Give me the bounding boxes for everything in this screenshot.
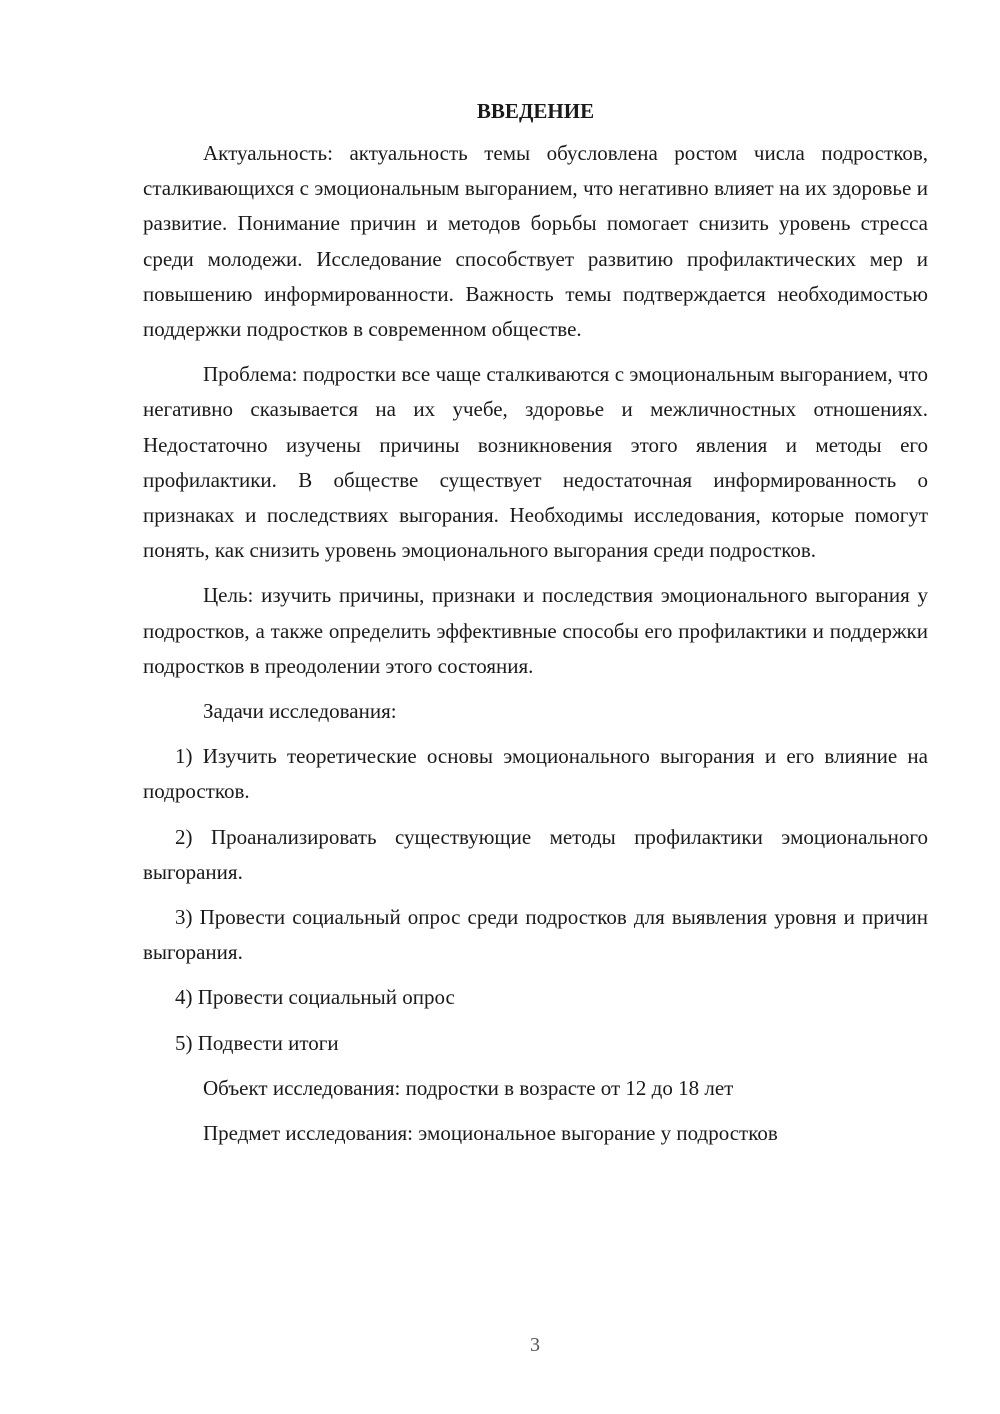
paragraph-relevance: Актуальность: актуальность темы обусловлена ростом числа подростков, сталкивающихся с эмоциональным выгоранием, что негативно влияет на их здоровье и развитие. Понимание причин и методов борьбы помогает снизить уровень стресса среди молодежи. Исследование способствует развитию профилактических мер и повышению информированности. Важность темы подтверждается необходимостью поддержки подростков в современном обществе. [143, 141, 928, 342]
task-item-3: 3) Провести социальный опрос среди подростков для выявления уровня и причин выгорания. [143, 905, 928, 965]
page-number: 3 [530, 1334, 540, 1356]
paragraph-problem: Проблема: подростки все чаще сталкиваются с эмоциональным выгоранием, что негативно сказывается на их учебе, здоровье и межличностных отношениях. Недостаточно изучены причины возникновения этого явления и методы его профилактики. В обществе существует недостаточная информированность о признаках и последствиях выгорания. Необходимы исследования, которые помогут понять, как снизить уровень эмоционального выгорания среди подростков. [143, 362, 928, 563]
task-item-1: 1) Изучить теоретические основы эмоционального выгорания и его влияние на подростков. [143, 744, 928, 804]
page-content [143, 96, 928, 1161]
paragraph-goal: Цель: изучить причины, признаки и последствия эмоционального выгорания у подростков, а также определить эффективные способы его профилактики и поддержки подростков в преодолении этого состояния. [143, 583, 928, 678]
research-subject: Предмет исследования: эмоциональное выгорание у подростков [203, 1121, 778, 1146]
task-item-4: 4) Провести социальный опрос [175, 985, 455, 1010]
task-item-5: 5) Подвести итоги [175, 1030, 339, 1055]
tasks-heading: Задачи исследования: [203, 699, 397, 724]
research-object: Объект исследования: подростки в возрасте от 12 до 18 лет [203, 1075, 734, 1100]
task-item-2: 2) Проанализировать существующие методы профилактики эмоционального выгорания. [143, 824, 928, 884]
section-title: ВВЕДЕНИЕ [476, 99, 595, 123]
